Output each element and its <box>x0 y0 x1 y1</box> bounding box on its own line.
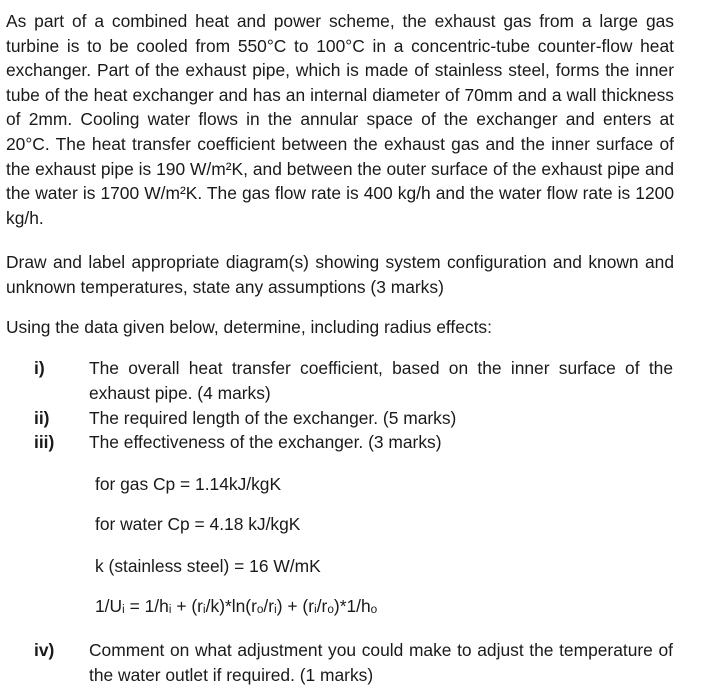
gas-cp-line: for gas Cp = 1.14kJ/kgK <box>95 474 282 494</box>
data-intro: Using the data given below, determine, including radius effects: <box>6 317 492 337</box>
question-text-iv: Comment on what adjustment you could make to adjust the temperature of the water outlet if required. (1 marks) <box>89 640 673 685</box>
question-text-iii: The effectiveness of the exchanger. (3 marks) <box>89 432 442 452</box>
problem-intro: As part of a combined heat and power scheme, the exhaust gas from a large gas turbine is to be cooled from 550°C to 100°C in a concentric-tube counter-flow heat exchanger. Part of the exhaust pipe, which is made of stainless steel, forms the inner tube of the heat exchanger and has an internal diameter of 70mm and a wall thickness of 2mm. Cooling water flows in the annular space of the exchanger and enters at 20°C. The heat transfer coefficient between the exhaust gas and the inner surface of the exhaust pipe is 190 W/m²K, and between the outer surface of the exhaust pipe and the water is 1700 W/m²K. The gas flow rate is 400 kg/h and the water flow rate is 1200 kg/h. <box>6 11 674 228</box>
question-label-ii: ii) <box>34 408 50 428</box>
diagram-task: Draw and label appropriate diagram(s) showing system configuration and known and unknown temperatures, state any assumptions (3 marks) <box>6 252 674 297</box>
question-label-iv: iv) <box>34 640 55 660</box>
water-cp-line: for water Cp = 4.18 kJ/kgK <box>95 514 301 534</box>
question-text-ii: The required length of the exchanger. (5 marks) <box>89 408 457 428</box>
question-label-i: i) <box>34 358 45 378</box>
u-formula-line: 1/Uᵢ = 1/hᵢ + (rᵢ/k)*ln(rₒ/rᵢ) + (rᵢ/rₒ)*1/hₒ <box>95 596 378 616</box>
question-label-iii: iii) <box>34 432 55 452</box>
question-text-i: The overall heat transfer coefficient, based on the inner surface of the exhaust pipe. (4 marks) <box>89 358 673 403</box>
k-steel-line: k (stainless steel) = 16 W/mK <box>95 556 321 576</box>
